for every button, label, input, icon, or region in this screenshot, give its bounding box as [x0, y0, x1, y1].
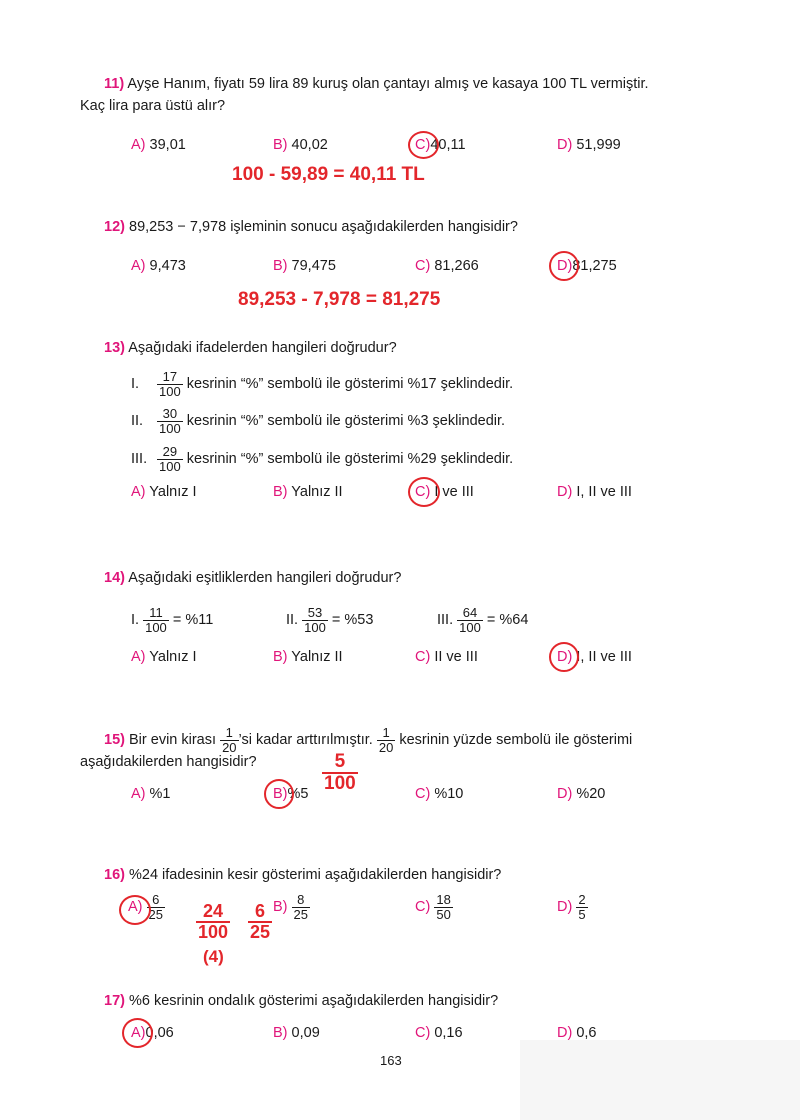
q14-option-c[interactable]: C) II ve III [415, 649, 478, 665]
question-12: 12) 89,253 − 7,978 işleminin sonucu aşağıdakilerden hangisidir? [104, 219, 518, 235]
q14-option-a[interactable]: A) Yalnız I [131, 649, 197, 665]
question-14: 14) Aşağıdaki eşitliklerden hangileri doğrudur? [104, 570, 402, 586]
answer-circle-q11 [408, 131, 439, 159]
question-16: 16) %24 ifadesinin kesir gösterimi aşağıdakilerden hangisidir? [104, 867, 502, 883]
q16-option-a[interactable]: A) $\frac{6}{25}$ [128, 892, 163, 922]
q13-statement-1: I. $\frac{17}{100}$ kesrinin “%” sembolü ile gösterimi %17 şeklindedir. [131, 369, 514, 399]
q16-annotation-fraction-1: $\frac{24}{100}$ [198, 901, 229, 942]
q14-equality-3: III. $\frac{64}{100}$ = %64 [437, 605, 529, 635]
q16-option-c[interactable]: C) $\frac{18}{50}$ [415, 892, 451, 922]
answer-circle-q14 [549, 642, 579, 672]
q11-option-d[interactable]: D) 51,999 [557, 137, 621, 153]
q16-option-b[interactable]: B) $\frac{8}{25}$ [273, 892, 308, 922]
q13-statement-2: II. $\frac{30}{100}$ kesrinin “%” sembolü ile gösterimi %3 şeklindedir. [131, 406, 506, 436]
q15-option-b[interactable]: B)%5 [273, 786, 309, 802]
q16-annotation-divisor: (4) [203, 947, 224, 966]
q17-option-a[interactable]: A)0,06 [131, 1025, 174, 1041]
q16-option-d[interactable]: D) $\frac{2}{5}$ [557, 892, 586, 922]
q17-option-d[interactable]: D) 0,6 [557, 1025, 597, 1041]
q14-equality-2: II. $\frac{53}{100}$ = %53 [286, 605, 374, 635]
q15-annotation: $\frac{5}{100}$ [324, 751, 356, 794]
q12-option-c[interactable]: C) 81,266 [415, 258, 479, 274]
q16-annotation-fraction-2: $\frac{6}{25}$ [250, 901, 271, 942]
q12-option-d[interactable]: D)81,275 [557, 258, 617, 274]
q11-option-c[interactable]: C)40,11 [415, 137, 466, 153]
q15-option-a[interactable]: A) %1 [131, 786, 171, 802]
q13-option-c[interactable]: C) I ve III [415, 484, 474, 500]
q13-option-d[interactable]: D) I, II ve III [557, 484, 632, 500]
question-15-line2: aşağıdakilerden hangisidir? [80, 754, 257, 770]
q15-option-c[interactable]: C) %10 [415, 786, 464, 802]
answer-circle-q16 [119, 895, 151, 925]
page-number: 163 [380, 1053, 402, 1068]
answer-circle-q15 [264, 779, 294, 809]
question-11-number: 11) [104, 76, 125, 92]
q13-option-b[interactable]: B) Yalnız II [273, 484, 343, 500]
q15-option-d[interactable]: D) %20 [557, 786, 606, 802]
q11-annotation: 100 - 59,89 = 40,11 TL [232, 164, 425, 185]
question-13: 13) Aşağıdaki ifadelerden hangileri doğrudur? [104, 340, 397, 356]
q12-option-b[interactable]: B) 79,475 [273, 258, 336, 274]
q17-option-b[interactable]: B) 0,09 [273, 1025, 320, 1041]
q11-option-a[interactable]: A) 39,01 [131, 137, 186, 153]
q14-option-d[interactable]: D) I, II ve III [557, 649, 632, 665]
q17-option-c[interactable]: C) 0,16 [415, 1025, 463, 1041]
question-11-line2: Kaç lira para üstü alır? [80, 98, 226, 114]
question-11-text: Ayşe Hanım, fiyatı 59 lira 89 kuruş olan çantayı almış ve kasaya 100 TL vermiştir. [127, 76, 649, 92]
page-shadow [520, 1040, 800, 1120]
q13-statement-3: III. $\frac{29}{100}$ kesrinin “%” sembolü ile gösterimi %29 şeklindedir. [131, 444, 514, 474]
q14-equality-1: I. $\frac{11}{100}$ = %11 [131, 605, 214, 635]
q13-option-a[interactable]: A) Yalnız I [131, 484, 197, 500]
answer-circle-q17 [122, 1018, 153, 1048]
q12-option-a[interactable]: A) 9,473 [131, 258, 186, 274]
question-15-line1: 15) Bir evin kirası $\frac{1}{20}$ ’si kadar arttırılmıştır. $\frac{1}{20}$ kesrinin yüzde sembolü ile gösterimi [104, 725, 633, 755]
answer-circle-q13 [408, 477, 440, 507]
q11-option-b[interactable]: B) 40,02 [273, 137, 328, 153]
q14-option-b[interactable]: B) Yalnız II [273, 649, 343, 665]
question-17: 17) %6 kesrinin ondalık gösterimi aşağıdakilerden hangisidir? [104, 993, 499, 1009]
question-11-line1 [104, 76, 649, 92]
answer-circle-q12 [549, 251, 579, 281]
q12-annotation: 89,253 - 7,978 = 81,275 [238, 289, 441, 310]
